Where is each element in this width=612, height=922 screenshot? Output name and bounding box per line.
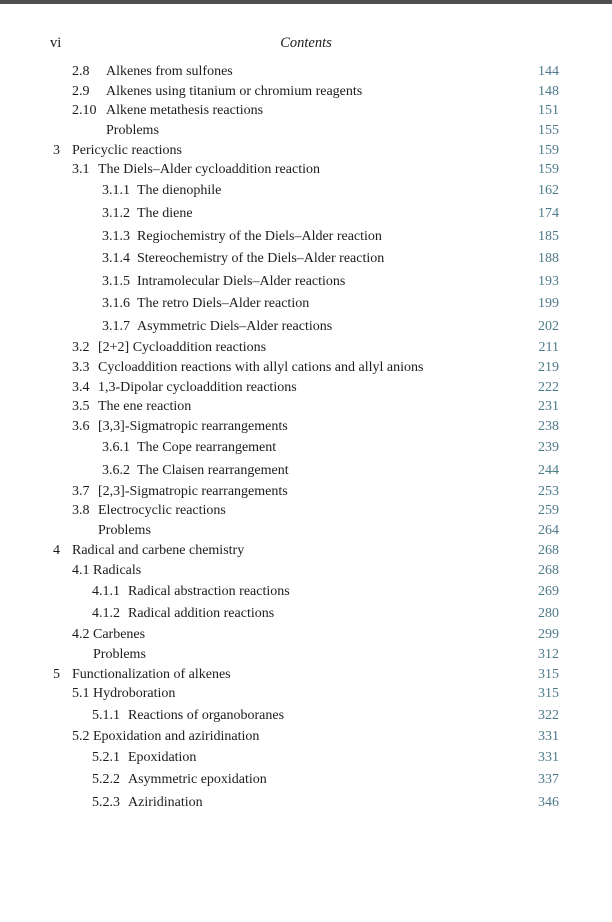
- toc-row: [0, 293, 612, 316]
- toc-row: [0, 358, 612, 378]
- entry-page-number: 199: [538, 296, 559, 312]
- entry-page-number: 155: [538, 122, 559, 138]
- entry-number: 3.5: [72, 399, 90, 415]
- toc-row-problems: [0, 121, 612, 141]
- entry-number: 3.6.1: [102, 440, 130, 456]
- entry-title: Epoxidation: [128, 749, 197, 765]
- entry-page-number: 222: [538, 379, 559, 395]
- entry-number: 5: [53, 666, 60, 682]
- entry-number: 3.3: [72, 359, 90, 375]
- toc-row: [0, 685, 612, 705]
- entry-title: The dienophile: [137, 183, 222, 199]
- table-of-contents: [0, 62, 612, 814]
- entry-number: 4.2: [72, 627, 90, 643]
- running-head-title: Contents: [280, 35, 332, 51]
- entry-page-number: 268: [538, 562, 559, 578]
- entry-title: [2+2] Cycloaddition reactions: [98, 340, 267, 356]
- entry-title: Regiochemistry of the Diels–Alder reaction: [137, 228, 382, 244]
- entry-title: The ene reaction: [98, 399, 192, 415]
- entry-page-number: 264: [538, 523, 559, 539]
- entry-number: 3.1.4: [102, 251, 130, 267]
- entry-page-number: 280: [538, 606, 559, 622]
- entry-title: Pericyclic reactions: [72, 142, 183, 158]
- toc-row: [0, 482, 612, 502]
- entry-title: Problems: [93, 647, 146, 663]
- entry-number: 3.4: [72, 379, 90, 395]
- entry-number: 5.1: [72, 686, 90, 702]
- entry-number: 3: [53, 142, 60, 158]
- entry-page-number: 259: [538, 503, 559, 519]
- entry-page-number: 331: [538, 749, 559, 765]
- entry-number: 5.1.1: [92, 707, 120, 723]
- entry-page-number: 346: [538, 795, 559, 811]
- entry-title: Asymmetric epoxidation: [128, 772, 267, 788]
- toc-row: [0, 561, 612, 581]
- entry-number: 2.8: [72, 63, 90, 79]
- entry-page-number: 315: [538, 686, 559, 702]
- toc-row: [0, 603, 612, 626]
- toc-row: [0, 626, 612, 646]
- entry-page-number: 193: [538, 273, 559, 289]
- entry-number: 3.2: [72, 340, 90, 356]
- entry-title: Cycloaddition reactions with allyl cations and allyl anions: [98, 359, 424, 375]
- folio-page-number: vi: [50, 35, 62, 51]
- toc-row: [0, 541, 612, 561]
- entry-title: Reactions of organoboranes: [128, 707, 285, 723]
- entry-title: [3,3]-Sigmatropic rearrangements: [98, 418, 288, 434]
- toc-row: [0, 62, 612, 82]
- entry-number: 3.1.2: [102, 206, 130, 222]
- entry-page-number: 174: [538, 206, 559, 222]
- entry-title: Electrocyclic reactions: [98, 503, 226, 519]
- toc-row: [0, 316, 612, 339]
- entry-page-number: 268: [538, 542, 559, 558]
- entry-page-number: 211: [538, 340, 559, 356]
- entry-title: Aziridination: [128, 795, 203, 811]
- entry-number: 5.2.2: [92, 772, 120, 788]
- entry-number: 5.2.1: [92, 749, 120, 765]
- entry-page-number: 159: [538, 162, 559, 178]
- entry-title: Alkene metathesis reactions: [106, 103, 264, 119]
- toc-row: [0, 665, 612, 685]
- entry-page-number: 239: [538, 440, 559, 456]
- entry-title: The Diels–Alder cycloaddition reaction: [98, 162, 320, 178]
- toc-row: [0, 437, 612, 460]
- entry-title: The diene: [137, 206, 193, 222]
- toc-row: [0, 704, 612, 727]
- toc-row-problems: [0, 645, 612, 665]
- entry-page-number: 322: [538, 707, 559, 723]
- entry-page-number: 253: [538, 483, 559, 499]
- entry-number: 2.9: [72, 83, 90, 99]
- scan-edge-bar: [0, 0, 612, 4]
- page-header: [0, 35, 612, 52]
- toc-row: [0, 378, 612, 398]
- entry-page-number: 202: [538, 318, 559, 334]
- entry-title: Stereochemistry of the Diels–Alder reaction: [137, 251, 385, 267]
- toc-row: [0, 397, 612, 417]
- entry-title: Alkenes from sulfones: [106, 63, 233, 79]
- toc-row: [0, 792, 612, 815]
- entry-page-number: 188: [538, 251, 559, 267]
- entry-title: The Claisen rearrangement: [137, 462, 289, 478]
- entry-number: 3.1: [72, 162, 90, 178]
- entry-number: 3.7: [72, 483, 90, 499]
- entry-number: 3.6.2: [102, 462, 130, 478]
- entry-page-number: 312: [538, 647, 559, 663]
- entry-title: Problems: [106, 122, 159, 138]
- toc-row: [0, 101, 612, 121]
- entry-number: 4.1.1: [92, 583, 120, 599]
- toc-row: [0, 225, 612, 248]
- entry-title: 1,3-Dipolar cycloaddition reactions: [98, 379, 297, 395]
- toc-row: [0, 141, 612, 161]
- entry-number: 5.2.3: [92, 795, 120, 811]
- toc-row: [0, 747, 612, 770]
- entry-page-number: 144: [538, 63, 559, 79]
- entry-page-number: 238: [538, 418, 559, 434]
- entry-title: Asymmetric Diels–Alder reactions: [137, 318, 333, 334]
- toc-row: [0, 417, 612, 437]
- toc-row: [0, 338, 612, 358]
- entry-number: 3.1.3: [102, 228, 130, 244]
- entry-page-number: 244: [538, 462, 559, 478]
- entry-page-number: 219: [538, 359, 559, 375]
- toc-row: [0, 271, 612, 294]
- entry-number: 4.1: [72, 562, 90, 578]
- entry-number: 3.1.5: [102, 273, 130, 289]
- entry-page-number: 299: [538, 627, 559, 643]
- entry-title: The retro Diels–Alder reaction: [137, 296, 310, 312]
- entry-title: Intramolecular Diels–Alder reactions: [137, 273, 346, 289]
- entry-title: Alkenes using titanium or chromium reagents: [106, 83, 363, 99]
- toc-row: [0, 248, 612, 271]
- toc-row: [0, 727, 612, 747]
- entry-title: Problems: [98, 523, 151, 539]
- entry-number: 2.10: [72, 103, 97, 119]
- entry-number: 4.1.2: [92, 606, 120, 622]
- toc-row: [0, 82, 612, 102]
- entry-page-number: 331: [538, 728, 559, 744]
- entry-title: Radical abstraction reactions: [128, 583, 290, 599]
- entry-title: The Cope rearrangement: [137, 440, 277, 456]
- toc-row: [0, 160, 612, 180]
- toc-row: [0, 203, 612, 226]
- toc-row: [0, 180, 612, 203]
- entry-title: [2,3]-Sigmatropic rearrangements: [98, 483, 288, 499]
- toc-row: [0, 459, 612, 482]
- entry-page-number: 315: [538, 666, 559, 682]
- entry-title: Carbenes: [93, 627, 146, 643]
- entry-number: 3.1.7: [102, 318, 130, 334]
- entry-number: 5.2: [72, 728, 90, 744]
- entry-title: Radical addition reactions: [128, 606, 275, 622]
- entry-page-number: 185: [538, 228, 559, 244]
- entry-title: Radical and carbene chemistry: [72, 542, 245, 558]
- entry-number: 4: [53, 542, 60, 558]
- entry-number: 3.1.1: [102, 183, 130, 199]
- entry-page-number: 337: [538, 772, 559, 788]
- entry-number: 3.1.6: [102, 296, 130, 312]
- toc-row-problems: [0, 521, 612, 541]
- entry-page-number: 151: [538, 103, 559, 119]
- entry-title: Hydroboration: [93, 686, 176, 702]
- entry-page-number: 162: [538, 183, 559, 199]
- entry-number: 3.8: [72, 503, 90, 519]
- toc-row: [0, 580, 612, 603]
- entry-page-number: 269: [538, 583, 559, 599]
- entry-title: Functionalization of alkenes: [72, 666, 231, 682]
- entry-page-number: 159: [538, 142, 559, 158]
- entry-page-number: 148: [538, 83, 559, 99]
- entry-number: 3.6: [72, 418, 90, 434]
- toc-row: [0, 502, 612, 522]
- toc-row: [0, 769, 612, 792]
- entry-page-number: 231: [538, 399, 559, 415]
- entry-title: Epoxidation and aziridination: [93, 728, 260, 744]
- entry-title: Radicals: [93, 562, 142, 578]
